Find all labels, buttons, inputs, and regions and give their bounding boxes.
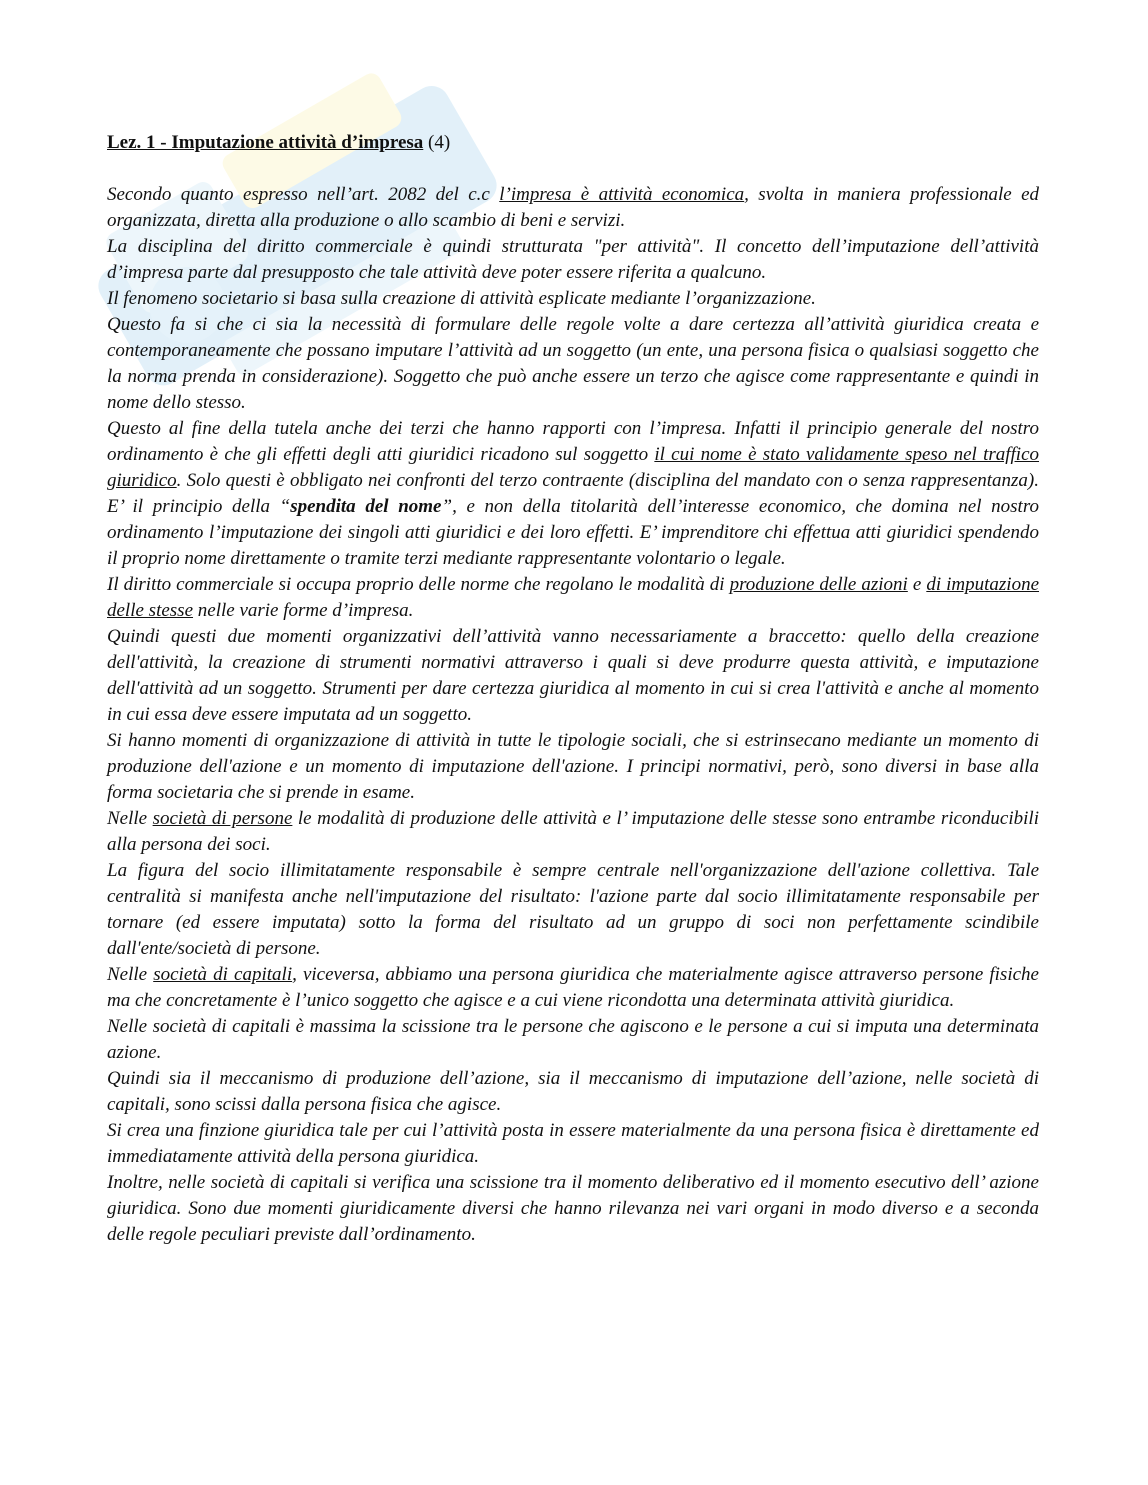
paragraph: Questo fa si che ci sia la necessità di formulare delle regole volte a dare certezza all’attività giuridica creata e contemporaneamente che possano imputare l’attività ad un soggetto (un ente, una persona fisica o qualsiasi soggetto che la norma prenda in considerazione). Soggetto che può anche essere un terzo che agisce come rappresentante e quindi in nome dello stesso. bbox=[107, 314, 1039, 413]
text-run: , svolta in maniera professionale ed organizzata, diretta alla produzione o allo scambio di beni e servizi. bbox=[107, 184, 1040, 231]
lesson-number: (4) bbox=[428, 132, 451, 153]
paragraph: La disciplina del diritto commerciale è quindi strutturata "per attività". Il concetto dell’imputazione dell’attività d’impresa parte dal presupposto che tale attività deve poter essere riferita a qualcuno. bbox=[107, 236, 1039, 283]
underlined-phrase: l’impresa è attività economica bbox=[499, 184, 745, 205]
paragraph: Si hanno momenti di organizzazione di attività in tutte le tipologie sociali, che si estrinsecano mediante un momento di produzione dell'azione e un momento di imputazione dell'azione. I principi normativi, però, sono diversi in base alla forma societaria che si prende in esame. bbox=[107, 730, 1039, 803]
text-run: le modalità di produzione delle attività e l’ imputazione delle stesse sono entrambe riconducibili alla persona dei soci. bbox=[107, 808, 1039, 855]
text-run: Secondo quanto espresso nell’art. 2082 del c.c bbox=[107, 184, 500, 205]
underlined-phrase: società di persone bbox=[152, 808, 293, 829]
text-run: . Solo questi è obbligato nei confronti del terzo contraente (disciplina del mandato con o senza rappresentanza). E’ il principio della “ bbox=[107, 470, 1039, 517]
paragraph: Quindi sia il meccanismo di produzione dell’azione, sia il meccanismo di imputazione dell’azione, nelle società di capitali, sono scissi dalla persona fisica che agisce. bbox=[107, 1068, 1039, 1115]
bold-phrase: spendita del nome bbox=[290, 496, 442, 517]
paragraph: Il fenomeno societario si basa sulla creazione di attività esplicate mediante l’organizzazione. bbox=[107, 288, 816, 309]
text-run: Il diritto commerciale si occupa proprio delle norme che regolano le modalità di bbox=[107, 574, 730, 595]
paragraph: Quindi questi due momenti organizzativi dell’attività vanno necessariamente a braccetto: quello della creazione dell'attività, la creazione di strumenti normativi attraverso i quali si deve produrre questa attività, e imputazione dell'attività ad un soggetto. Strumenti per dare certezza giuridica al momento in cui si crea l'attività e anche al momento in cui essa deve essere imputata ad un soggetto. bbox=[107, 626, 1039, 725]
text-run: Nelle bbox=[107, 808, 153, 829]
paragraph bbox=[107, 962, 1039, 1014]
paragraph: Si crea una finzione giuridica tale per cui l’attività posta in essere materialmente da una persona fisica è direttamente ed immediatamente attività della persona giuridica. bbox=[107, 1120, 1039, 1167]
underlined-phrase: produzione delle azioni bbox=[729, 574, 908, 595]
paragraph: Nelle società di capitali è massima la scissione tra le persone che agiscono e le persone a cui si imputa una determinata azione. bbox=[107, 1016, 1039, 1063]
document-body bbox=[107, 182, 1039, 1248]
text-run: e bbox=[907, 574, 927, 595]
underlined-phrase: il cui nome è stato validamente speso nel traffico giuridico bbox=[107, 444, 1040, 491]
paragraph bbox=[107, 806, 1039, 858]
lesson-heading bbox=[107, 130, 1039, 156]
paragraph: La figura del socio illimitatamente responsabile è sempre centrale nell'organizzazione dell'azione collettiva. Tale centralità si manifesta anche nell'imputazione del risultato: l'azione parte dal socio illimitatamente responsabile per tornare (ed essere imputata) sotto la forma del risultato ad un gruppo di soci non perfettamente scindibile dall'ente/società di persone. bbox=[107, 860, 1039, 959]
paragraph bbox=[107, 572, 1039, 624]
underlined-phrase: società di capitali bbox=[153, 964, 293, 985]
paragraph bbox=[107, 182, 1039, 234]
paragraph bbox=[107, 416, 1039, 572]
lesson-title: Lez. 1 - Imputazione attività d’impresa bbox=[107, 132, 424, 153]
text-run: ”, e non della titolarità dell’interesse economico, che domina nel nostro ordinamento l’imputazione dei singoli atti giuridici e dei loro effetti. E’ imprenditore chi effettua atti giuridici spendendo il proprio nome direttamente o tramite terzi mediante rappresentante volontario o legale. bbox=[107, 496, 1040, 569]
underlined-phrase: di imputazione delle stesse bbox=[107, 574, 1040, 621]
document-page bbox=[107, 130, 1039, 1248]
text-run: Questo al fine della tutela anche dei terzi che hanno rapporti con l’impresa. Infatti il principio generale del nostro ordinamento è che gli effetti degli atti giuridici ricadono sul soggetto bbox=[107, 418, 1039, 465]
paragraph: Inoltre, nelle società di capitali si verifica una scissione tra il momento deliberativo ed il momento esecutivo dell’ azione giuridica. Sono due momenti giuridicamente diversi che hanno rilevanza nei vari organi in modo diverso e a seconda delle regole peculiari previste dall’ordinamento. bbox=[107, 1172, 1039, 1245]
text-run: , viceversa, abbiamo una persona giuridica che materialmente agisce attraverso persone fisiche ma che concretamente è l’unico soggetto che agisce e a cui viene ricondotta una determinata attività giuridica. bbox=[107, 964, 1039, 1011]
text-run: Nelle bbox=[107, 964, 154, 985]
text-run: nelle varie forme d’impresa. bbox=[193, 600, 414, 621]
